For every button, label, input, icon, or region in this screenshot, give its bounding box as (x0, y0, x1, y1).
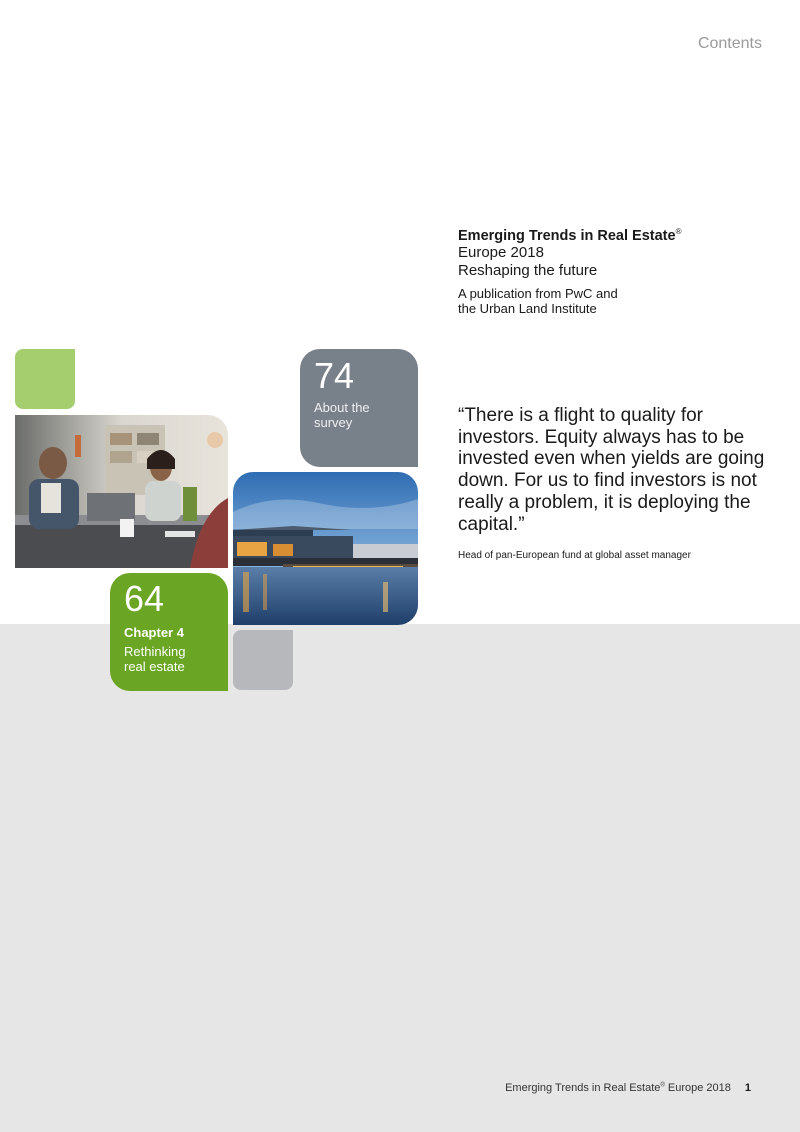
opera-house-photo (233, 472, 418, 625)
quote-text: “There is a flight to quality for investors. Equity always has to be invested even when yields are going down. For us to find investors is not really a problem, it is deploying the capital.” (458, 405, 765, 535)
publication-info (458, 227, 758, 316)
publication-title: Emerging Trends in Real Estate® (458, 227, 682, 244)
pull-quote (458, 405, 768, 561)
decorative-grey-tile (233, 630, 293, 690)
office-meeting-photo (15, 415, 228, 568)
publication-edition: Europe 2018 (458, 243, 544, 261)
chapter-heading: Chapter 4 (124, 625, 184, 640)
about-survey-tile[interactable] (300, 349, 418, 467)
page-footer (505, 1082, 751, 1094)
contents-link[interactable]: Contents (697, 35, 762, 52)
chapter-4-tile[interactable] (110, 573, 228, 691)
chapter-page-number: 64 (124, 578, 165, 619)
footer-title: Emerging Trends in Real Estate® Europe 2018 (505, 1082, 731, 1094)
quote-attribution: Head of pan-European fund at global asset manager (458, 550, 691, 562)
publication-byline: A publication from PwC and the Urban Land Institute (458, 285, 618, 316)
background-band (0, 624, 800, 1132)
publication-subtitle: Reshaping the future (458, 261, 598, 279)
page-number: 1 (744, 1082, 751, 1094)
decorative-green-tile (15, 349, 75, 409)
section-label: About the survey (314, 400, 370, 430)
section-number: 74 (314, 355, 355, 396)
chapter-title: Rethinking real estate (124, 644, 186, 674)
